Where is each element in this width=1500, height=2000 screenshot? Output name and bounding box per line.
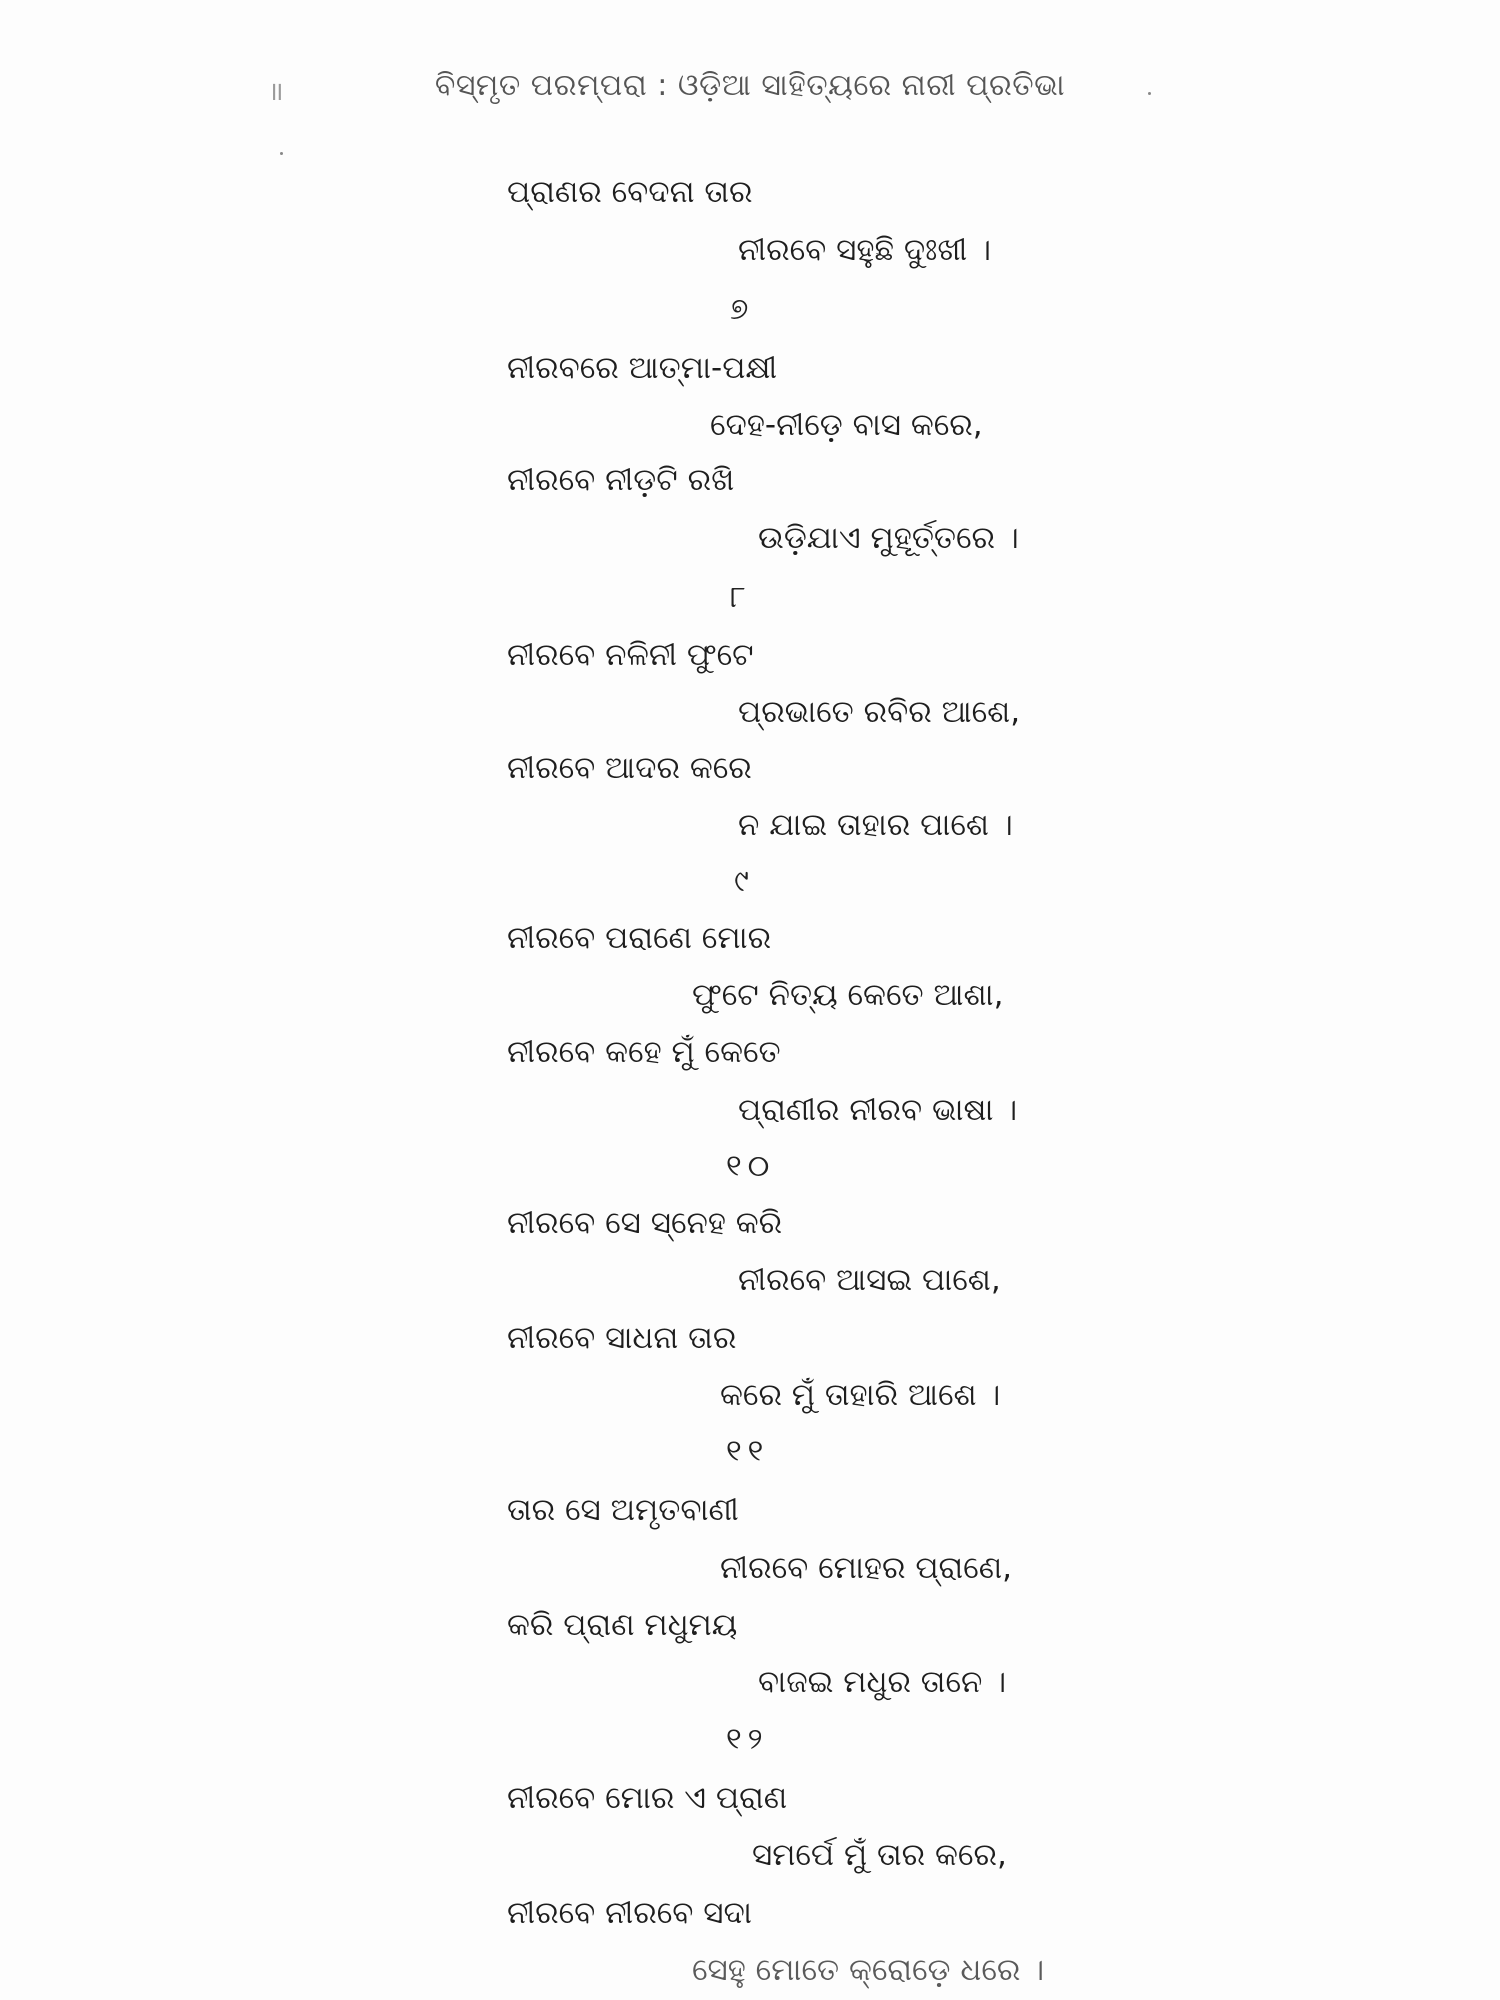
poem-line: ନୀରବେ ପରାଣେ ମୋର [507,920,772,956]
poem-line: ବାଜଇ ମଧୁର ତାନେ । [758,1664,1007,1700]
stanza-number: ୧୧ [726,1434,770,1469]
poem-line: ନୀରବେ ସହୁଛି ଦୁଃଖୀ । [738,232,992,268]
poem-line: ନୀରବେ ନୀଡ଼ଟି ରଖି [507,462,735,498]
poem-line: ନୀରବେ ସେ ସ୍ନେହ କରି [507,1205,783,1241]
poem-line: ନୀରବେ ସାଧନା ତାର [507,1320,737,1356]
poem-line: ନୀରବେ ନଳିନୀ ଫୁଟେ [507,637,754,673]
poem-line: ନ ଯାଇ ତାହାର ପାଶେ । [738,807,1013,843]
poem-line: ନୀରବେ କହେ ମୁଁ କେତେ [507,1034,781,1070]
poem-line: କରି ପ୍ରାଣ ମଧୁମୟ [507,1607,738,1643]
stanza-number: ୧୨ [726,1722,769,1757]
poem-line: ଫୁଟେ ନିତ୍ୟ କେତେ ଆଶା, [692,977,1004,1013]
poem-line: ପ୍ରାଣର ବେଦନା ତାର [507,174,753,210]
poem-line: କରେ ମୁଁ ତାହାରି ଆଶେ । [720,1377,1001,1413]
poem-line: ନୀରବେ ମୋହର ପ୍ରାଣେ, [720,1550,1013,1586]
poem-line: ଉଡ଼ିଯାଏ ମୁହୂର୍ତ୍ତରେ । [758,520,1019,556]
running-title: ବିସ୍ମୃତ ପରମ୍ପରା : ଓଡ଼ିଆ ସାହିତ୍ୟରେ ନାରୀ ପ୍ରତିଭା [434,68,1066,103]
stanza-number: ୮ [730,580,752,615]
poem-line: ନୀରବେ ଆସଇ ପାଶେ, [738,1262,1001,1298]
poem-line: ସେହୁ ମୋତେ କ୍ରୋଡ଼େ ଧରେ । [692,1952,1045,1988]
stanza-number: ୯ [734,864,755,899]
poem-line: ନୀରବେ ନୀରବେ ସଦା [507,1895,752,1931]
stanza-number: ୭ [730,292,755,327]
poem-line: ତାର ସେ ଅମୃତବାଣୀ [507,1492,739,1528]
poem-line: ସମର୍ପେ ମୁଁ ତାର କରେ, [752,1837,1007,1873]
poem-line: ପ୍ରଭାତେ ରବିର ଆଶେ, [738,694,1021,730]
page-number: ॥ [268,77,284,107]
stanza-number: ୧୦ [726,1149,776,1184]
poem-line: ଦେହ-ନୀଡ଼େ ବାସ କରେ, [710,407,983,443]
poem-line: ନୀରବରେ ଆତ୍ମା-ପକ୍ଷୀ [507,350,778,386]
poem-line: ନୀରବେ ଆଦର କରେ [507,750,752,786]
poem-line: ପ୍ରାଣୀର ନୀରବ ଭାଷା । [738,1092,1018,1128]
poem-line: ନୀରବେ ମୋର ଏ ପ୍ରାଣ [507,1780,788,1816]
